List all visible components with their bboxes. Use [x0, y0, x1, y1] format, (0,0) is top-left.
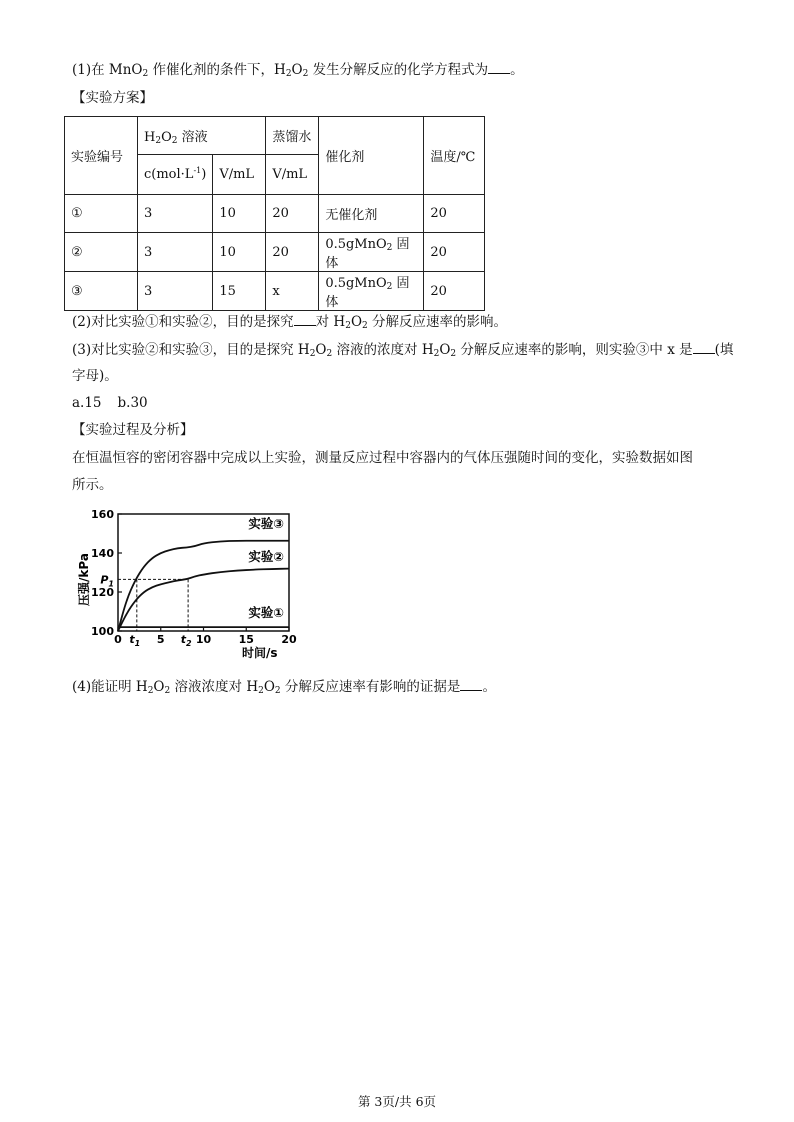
- option-b: b.30: [117, 395, 148, 411]
- y-special-tick-label: $P_1$: [100, 573, 114, 589]
- header-water: 蒸馏水: [266, 117, 319, 155]
- experiment-plan-table: [64, 116, 485, 311]
- y-axis-label: 压强/kPa: [77, 553, 91, 606]
- x-tick-label: 0: [114, 633, 122, 646]
- x-tick-label: 5: [156, 633, 165, 646]
- question-1: (1)在 MnO$_2$ 作催化剂的条件下，$H_2O_2$ 发生分解反应的化学方程式为 。: [72, 62, 524, 79]
- header-water-volume: V/mL: [266, 155, 319, 195]
- answer-blank: [693, 340, 715, 354]
- x-special-tick-label: $t_2$: [180, 633, 192, 648]
- x-tick-label: 10: [195, 633, 212, 646]
- question-4: (4)能证明 $H_2O_2$ 溶液浓度对 $H_2O_2$ 分解反应速率有影响的证据是 。: [72, 679, 496, 696]
- series-label: 实验③: [248, 516, 284, 531]
- header-exp-no: 实验编号: [65, 117, 138, 195]
- table-row: ② 3 10 20 0.5gMnO$_2$ 固体 20: [65, 233, 485, 272]
- y-tick-label: 160: [91, 508, 114, 521]
- series-label: 实验①: [248, 605, 284, 620]
- answer-blank: [294, 312, 316, 326]
- series-label: 实验②: [248, 549, 284, 564]
- question-3: (3)对比实验②和实验③，目的是探究 $H_2O_2$ 溶液的浓度对 $H_2O_2$ 分解反应速率的影响，则实验③中 x 是 (填: [72, 342, 734, 359]
- header-temperature: 温度/℃: [424, 117, 485, 195]
- options: [72, 394, 148, 412]
- option-a: a.15: [72, 395, 102, 411]
- process-heading: 【实验过程及分析】: [72, 422, 194, 438]
- header-h2o2: $H_2O_2$ 溶液: [138, 117, 266, 155]
- process-text: 在恒温恒容的密闭容器中完成以上实验，测量反应过程中容器内的气体压强随时间的变化，实验数据如图: [72, 450, 693, 466]
- header-volume: V/mL: [213, 155, 266, 195]
- table-row: ③ 3 15 x 0.5gMnO$_2$ 固体 20: [65, 272, 485, 311]
- plan-heading: 【实验方案】: [72, 90, 153, 106]
- x-special-tick-label: $t_1$: [129, 633, 141, 648]
- y-tick-label: 100: [91, 625, 114, 638]
- header-catalyst: 催化剂: [319, 117, 424, 195]
- x-tick-label: 20: [281, 633, 297, 646]
- y-tick-label: 120: [91, 586, 114, 599]
- question-2: (2)对比实验①和实验②，目的是探究 对 $H_2O_2$ 分解反应速率的影响。: [72, 314, 508, 331]
- answer-blank: [460, 677, 482, 691]
- question-3-line-2: 字母)。: [72, 368, 118, 384]
- header-concentration: $c(mol\cdot L^{-1})$: [138, 155, 213, 195]
- process-text-2: 所示。: [72, 477, 113, 493]
- x-axis-label: 时间/s: [242, 646, 278, 660]
- page-footer: 第 3页/共 6页: [357, 1094, 437, 1109]
- answer-blank: [488, 60, 510, 74]
- table-row: ① 3 10 20 无催化剂 20: [65, 195, 485, 233]
- series-line: [118, 569, 289, 631]
- y-tick-label: 140: [91, 547, 114, 560]
- pressure-time-chart: [74, 506, 314, 666]
- x-tick-label: 15: [238, 633, 254, 646]
